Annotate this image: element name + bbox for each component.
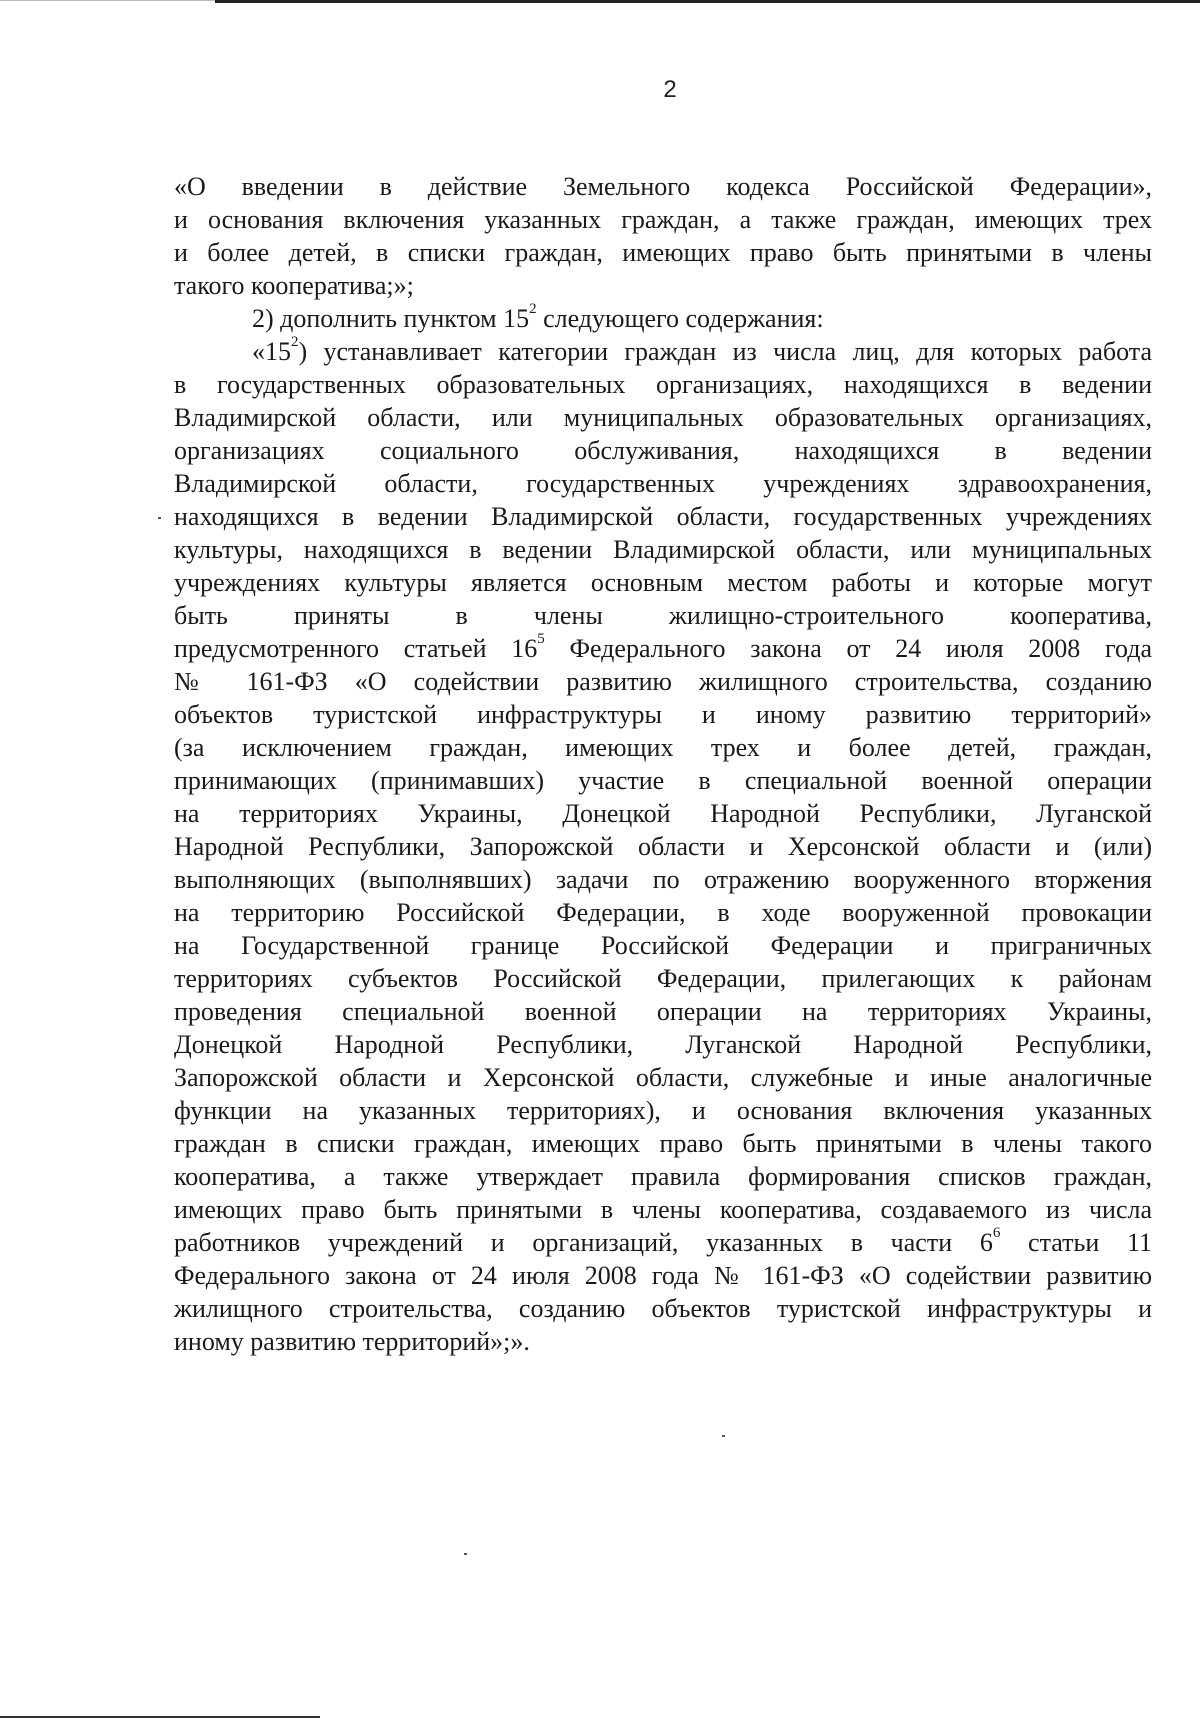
text-line: в государственных образовательных организациях, находящихся в ведении (174, 370, 1152, 399)
text-line: Донецкой Народной Республики, Луганской Народной Республики, (174, 1030, 1152, 1059)
text-line: Владимирской области, государственных учреждениях здравоохранения, (174, 469, 1152, 498)
text-line: Народной Республики, Запорожской области и Херсонской области и (или) (174, 832, 1152, 861)
text-line: (за исключением граждан, имеющих трех и более детей, граждан, (174, 733, 1152, 762)
text-line: граждан в списки граждан, имеющих право быть принятыми в члены такого (174, 1129, 1152, 1158)
text-line: жилищного строительства, созданию объектов туристской инфраструктуры и (174, 1294, 1152, 1323)
scan-speck (722, 1435, 725, 1437)
text-line: имеющих право быть принятыми в члены кооператива, создаваемого из числа (174, 1195, 1152, 1224)
text-line: предусмотренного статьей $16^5$ Федерального закона от 24 июля 2008 года (174, 631, 1152, 663)
document-body (174, 170, 1152, 1358)
text-line: Владимирской области, или муниципальных образовательных организациях, (174, 403, 1152, 432)
text-line: работников учреждений и организаций, указанных в части $6^6$ статьи 11 (174, 1225, 1152, 1257)
text-line: находящихся в ведении Владимирской области, государственных учреждениях (174, 502, 1152, 531)
scan-speck (158, 517, 161, 519)
scan-speck (464, 1553, 467, 1555)
page-number: 2 (663, 76, 677, 103)
scan-top-edge (215, 0, 1200, 3)
text-line: и основания включения указанных граждан, а также граждан, имеющих трех (174, 205, 1152, 234)
text-line: выполняющих (выполнявших) задачи по отражению вооруженного вторжения (174, 865, 1152, 894)
text-line: быть приняты в члены жилищно-строительного кооператива, (174, 601, 1152, 630)
text-line: «О введении в действие Земельного кодекса Российской Федерации», (174, 172, 1152, 201)
text-line: проведения специальной военной операции на территориях Украины, (174, 997, 1152, 1026)
text-line: № 161-ФЗ «О содействии развитию жилищного строительства, созданию (174, 667, 1152, 696)
text-line: культуры, находящихся в ведении Владимирской области, или муниципальных (174, 535, 1152, 564)
text-line: и более детей, в списки граждан, имеющих право быть принятыми в члены (174, 238, 1152, 267)
text-line: объектов туристской инфраструктуры и иному развитию территорий» (174, 700, 1152, 729)
text-line: на территориях Украины, Донецкой Народной Республики, Луганской (174, 799, 1152, 828)
text-line: на Государственной границе Российской Федерации и приграничных (174, 931, 1152, 960)
text-line: такого кооператива;»; (174, 271, 414, 300)
scan-top-edge-fade (0, 0, 215, 1)
text-line: на территорию Российской Федерации, в ходе вооруженной провокации (174, 898, 1152, 927)
text-line: кооператива, а также утверждает правила формирования списков граждан, (174, 1162, 1152, 1191)
text-line: территориях субъектов Российской Федерации, прилегающих к районам (174, 964, 1152, 993)
text-line: учреждениях культуры является основным местом работы и которые могут (174, 568, 1152, 597)
text-line: иному развитию территорий»;». (174, 1327, 530, 1356)
scan-bottom-edge (0, 1716, 320, 1718)
text-line: «$15^2$) устанавливает категории граждан из числа лиц, для которых работа (252, 334, 1152, 366)
text-line: Запорожской области и Херсонской области, служебные и иные аналогичные (174, 1063, 1152, 1092)
text-line: 2) дополнить пунктом $15^2$ следующего содержания: (252, 301, 824, 333)
text-line: функции на указанных территориях), и основания включения указанных (174, 1096, 1152, 1125)
text-line: Федерального закона от 24 июля 2008 года № 161-ФЗ «О содействии развитию (174, 1261, 1152, 1290)
text-line: организациях социального обслуживания, находящихся в ведении (174, 436, 1152, 465)
text-line: принимающих (принимавших) участие в специальной военной операции (174, 766, 1152, 795)
